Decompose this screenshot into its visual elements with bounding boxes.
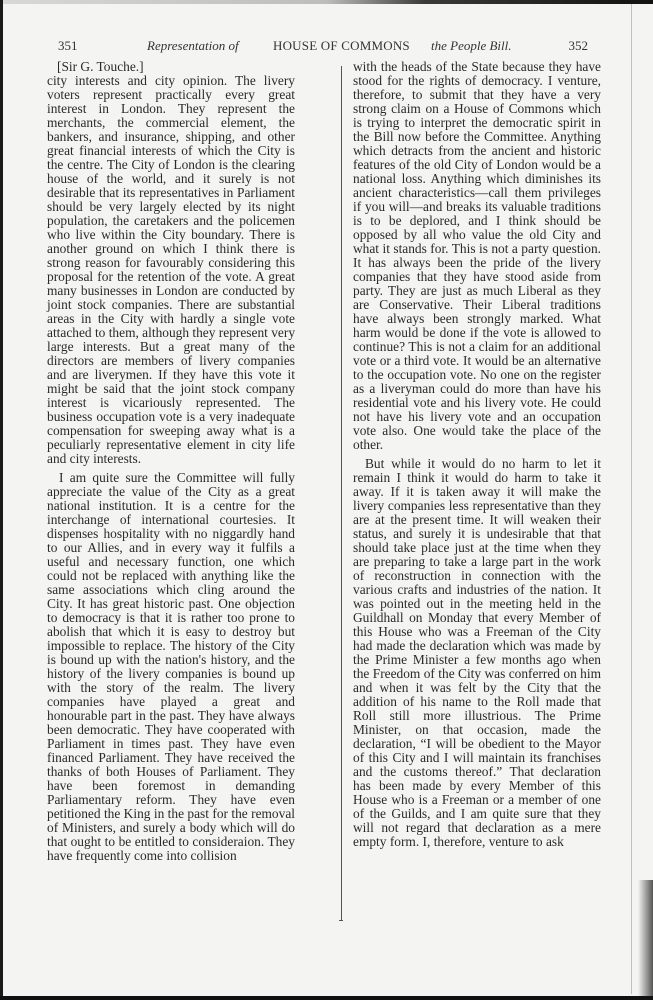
scan-bottom-edge: [0, 996, 653, 1000]
column-divider-end: [339, 914, 343, 921]
running-title-center: HOUSE OF COMMONS: [273, 38, 410, 53]
paragraph: with the heads of the State because they have stood for the rights of democracy. I venture, therefore, to submit that they have a very strong claim on a House of Commons which is trying to interpret the democratic spirit in the Bill now before the Committee. Anything which detracts from the ancient and historic features of the old City of London would be a national loss. Anything which diminishes its ancient characteristics—call them privileges if you will—and breaks its valuable traditions is to be deplored, and I think should be opposed by all who value the old City and what it stands for. This is not a party question. It has always been the pride of the livery companies that they have stood aside from party. They are just as much Liberal as they are Conservative. Their Liberal traditions have always been strongly marked. What harm would be done if the vote is allowed to continue? This is not a claim for an additional vote or a third vote. It would be an alternative to the occupation vote. No one on the register as a liveryman could do more than have his residential vote and his livery vote. He could not have his livery vote and an occupation vote also. One would take the place of the other.: [353, 59, 601, 452]
left-column: [47, 60, 295, 863]
right-column: [353, 60, 601, 849]
running-title-left: Representation of: [147, 38, 239, 53]
column-divider: [341, 66, 342, 921]
page-binding-shadow: [638, 880, 653, 996]
page-binding-rule: [631, 4, 632, 994]
page-number-left: 351: [58, 38, 78, 53]
scan-left-edge: [0, 0, 3, 1000]
paragraph: But while it would do no harm to let it remain I think it would do harm to take it away. If it is taken away it will make the livery companies less representative than they are at the present time. It will weaken their status, and surely it is undesirable that that should take place just at the time when they are preparing to take a large part in the work of reconstruction in connection with the various crafts and industries of the nation. It was pointed out in the meeting held in the Guildhall on Monday that every Member of this House who was a Freeman of the City had made the declaration which was made by the Prime Minister a few months ago when the Freedom of the City was conferred on him and when it was felt by the City that the addition of his name to the Roll made that Roll still more illustrious. The Prime Minister, on that occasion, made the declaration, “I will be obedient to the Mayor of this City and I will maintain its franchises and the customs thereof.” That declaration has been made by every Member of this House who is a Freeman or a member of one of the Guilds, and I am quite sure that they will not regard that declaration as a mere empty form. I, therefore, venture to ask: [353, 456, 601, 849]
scan-top-edge: [0, 0, 653, 4]
page-header: [58, 38, 588, 54]
running-title-right: the People Bill.: [431, 38, 512, 53]
paragraph: city interests and city opinion. The livery voters represent practically every great interest in London. They represent the merchants, the commercial element, the bankers, and insurance, shipping, and other great financial interests of which the City is the centre. The City of London is the clearing house of the world, and it surely is not desirable that its representatives in Parliament should be very largely elected by its night population, the caretakers and the policemen who live within the City boundary. There is another ground on which I think there is strong reason for favourably considering this proposal for the retention of the vote. A great many businesses in London are conducted by joint stock companies. There are substantial areas in the City with hardly a single vote attached to them, although they represent very large interests. But a great many of the directors are members of livery companies and are liverymen. If they have this vote it might be said that the joint stock company interest is vicariously represented. The business occupation vote is a very inadequate compensation for sweeping away what is a peculiarly representative element in city life and city interests.: [47, 73, 296, 466]
paragraph: I am quite sure the Committee will fully appreciate the value of the City as a great national institution. It is a centre for the interchange of international courtesies. It dispenses hospitality with no niggardly hand to our Allies, and in every way it fulfils a useful and necessary function, one which could not be replaced with anything like the same associations which cling around the City. It has great historic past. One objection to democracy is that it is rather too prone to abolish that which it is easy to destroy but impossible to replace. The history of the City is bound up with the nation's history, and the history of the livery companies is bound up with the story of the realm. The livery companies have played a great and honourable part in the past. They have always been democratic. They have cooperated with Parliament in times past. They have even financed Parliament. They have received the thanks of both Houses of Parliament. They have been foremost in demanding Parliamentary reform. They have even petitioned the King in the past for the removal of Ministers, and surely a body which will do that ought to be entitled to consideraion. They have frequently come into collision: [47, 470, 295, 863]
speaker-attribution: [Sir G. Touche.]: [57, 59, 144, 74]
page-number-right: 352: [568, 38, 588, 53]
